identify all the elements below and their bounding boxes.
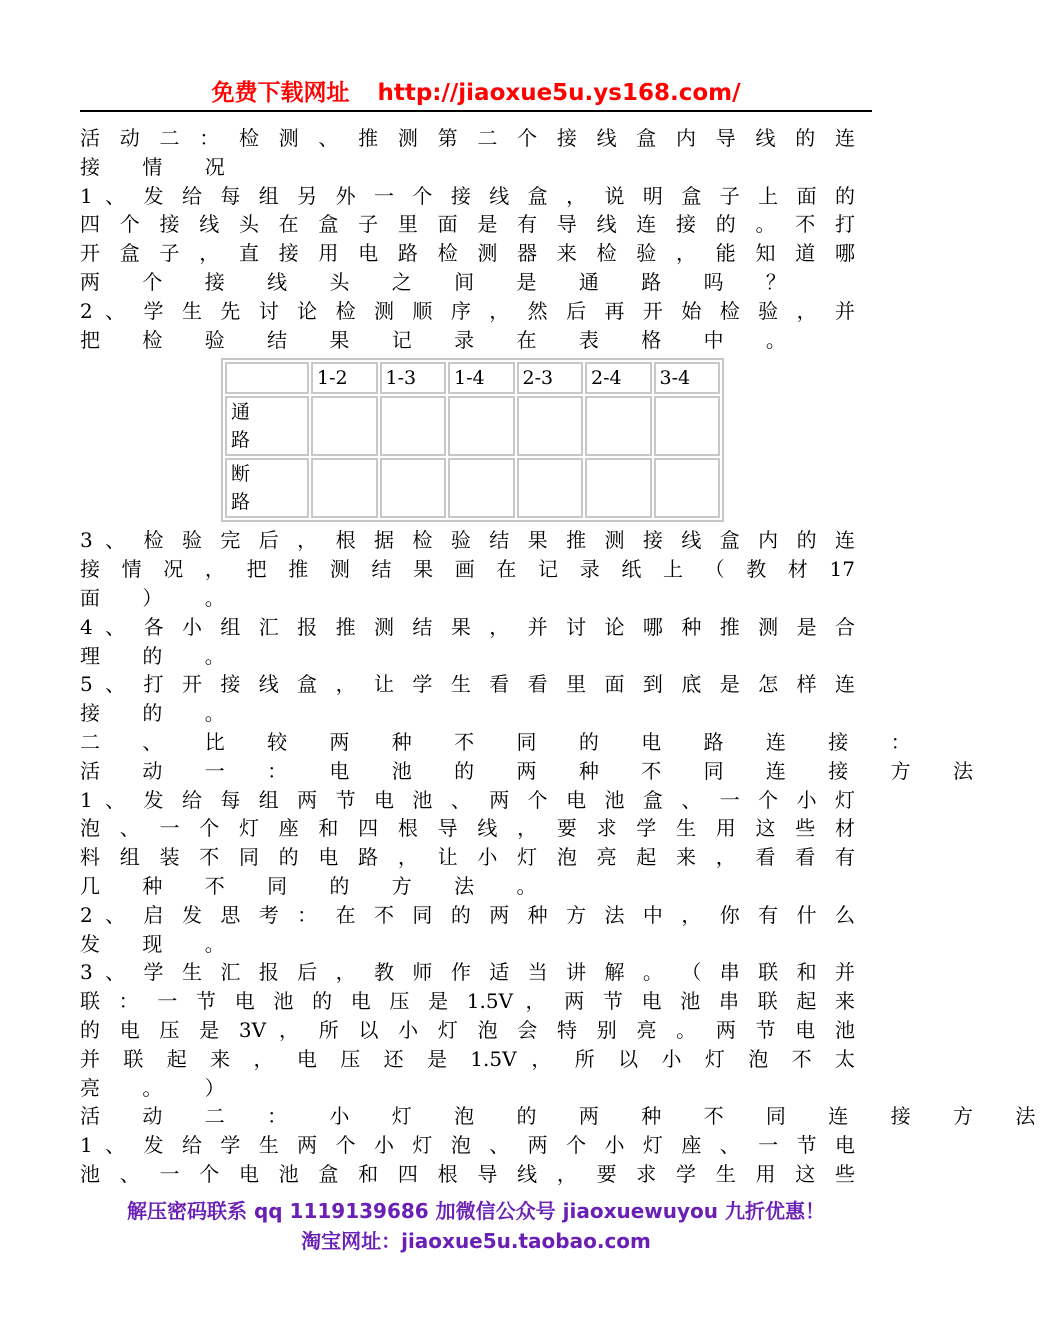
table-cell[interactable] xyxy=(517,458,584,518)
paragraphs-after-table xyxy=(80,526,1053,1188)
text-line: 开 盒 子 ， 直 接 用 电 路 检 测 器 来 检 验 ， 能 知 道 哪 xyxy=(80,241,855,266)
text-line: 3 、 学 生 汇 报 后 ， 教 师 作 适 当 讲 解 。 （ 串 联 和 并 xyxy=(80,960,855,985)
table-cell[interactable] xyxy=(654,396,721,456)
table-header-cell: 2-3 xyxy=(517,362,584,394)
text-line: 四 个 接 线 头 在 盒 子 里 面 是 有 导 线 连 接 的 。 不 打 xyxy=(80,212,855,237)
table-cell[interactable] xyxy=(448,396,515,456)
text-line: 1 、 发 给 每 组 两 节 电 池 、 两 个 电 池 盒 、 一 个 小 灯 xyxy=(80,787,855,812)
text-line: 并 联 起 来 ， 电 压 还 是 1.5V ， 所 以 小 灯 泡 不 太 xyxy=(80,1046,855,1071)
paragraphs-before-table xyxy=(80,124,855,354)
text-line: 泡 、 一 个 灯 座 和 四 根 导 线 ， 要 求 学 生 用 这 些 材 xyxy=(80,816,855,841)
table-row-label: 断 路 xyxy=(225,458,309,518)
table-row xyxy=(225,396,720,456)
table-cell[interactable] xyxy=(585,396,652,456)
text-line: 1 、 发 给 学 生 两 个 小 灯 泡 、 两 个 小 灯 座 、 一 节 电 xyxy=(80,1133,855,1158)
text-line: 二 、 比 较 两 种 不 同 的 电 路 连 接 ： xyxy=(80,729,929,754)
table-cell[interactable] xyxy=(654,458,721,518)
test-result-table-wrapper xyxy=(221,358,724,520)
footer-taobao-link[interactable]: 淘宝网址：jiaoxue5u.taobao.com xyxy=(301,1229,651,1253)
text-line: 1 、 发 给 每 组 另 外 一 个 接 线 盒 ， 说 明 盒 子 上 面 的 xyxy=(80,183,855,208)
text-line: 池 、 一 个 电 池 盒 和 四 根 导 线 ， 要 求 学 生 用 这 些 xyxy=(80,1161,855,1186)
text-line: 接 的 。 xyxy=(80,701,243,726)
text-line: 接 情 况 ， 把 推 测 结 果 画 在 记 录 纸 上 （ 教 材 17 xyxy=(80,557,855,582)
table-header-cell: 1-3 xyxy=(380,362,447,394)
table-cell[interactable] xyxy=(380,396,447,456)
table-cell[interactable] xyxy=(585,458,652,518)
document-body xyxy=(80,124,1053,1189)
text-line: 4 、 各 小 组 汇 报 推 测 结 果 ， 并 讨 论 哪 种 推 测 是 合 xyxy=(80,614,855,639)
text-line: 几 种 不 同 的 方 法 。 xyxy=(80,873,555,898)
text-line: 亮 。 ） xyxy=(80,1075,243,1100)
table-row xyxy=(225,458,720,518)
text-line: 面 ） 。 xyxy=(80,585,243,610)
table-header-cell: 1-4 xyxy=(448,362,515,394)
text-line: 2 、 启 发 思 考 ： 在 不 同 的 两 种 方 法 中 ， 你 有 什 么 xyxy=(80,902,855,927)
table-header-cell: 1-2 xyxy=(311,362,378,394)
table-header-row xyxy=(225,362,720,394)
text-line: 联 ： 一 节 电 池 的 电 压 是 1.5V ， 两 节 电 池 串 联 起 来 xyxy=(80,989,855,1014)
header-label: 免费下载网址 xyxy=(211,80,350,106)
table-header-cell: 2-4 xyxy=(585,362,652,394)
text-line: 活 动 一 ： 电 池 的 两 种 不 同 连 接 方 法 xyxy=(80,758,992,783)
text-line: 3 、 检 验 完 后 ， 根 据 检 验 结 果 推 测 接 线 盒 内 的 连 xyxy=(80,528,855,553)
table-row-label: 通 路 xyxy=(225,396,309,456)
text-line: 两 个 接 线 头 之 间 是 通 路 吗 ？ xyxy=(80,269,804,294)
text-line: 2 、 学 生 先 讨 论 检 测 顺 序 ， 然 后 再 开 始 检 验 ， 并 xyxy=(80,298,855,323)
table-cell[interactable] xyxy=(380,458,447,518)
text-line: 的 电 压 是 3V ， 所 以 小 灯 泡 会 特 别 亮 。 两 节 电 池 xyxy=(80,1017,855,1042)
footer-contact-line: 解压密码联系 qq 1119139686 加微信公众号 jiaoxuewuyou 九折优惠！ xyxy=(127,1199,825,1223)
text-line: 料 组 装 不 同 的 电 路 ， 让 小 灯 泡 亮 起 来 ， 看 看 有 xyxy=(80,845,855,870)
table-cell[interactable] xyxy=(311,396,378,456)
table-header-cell: 3-4 xyxy=(654,362,721,394)
header-url-link[interactable]: http://jiaoxue5u.ys168.com/ xyxy=(377,80,741,106)
text-line: 把 检 验 结 果 记 录 在 表 格 中 。 xyxy=(80,327,804,352)
page-header xyxy=(80,78,872,112)
text-line: 发 现 。 xyxy=(80,931,243,956)
text-line: 活 动 二 ： 检 测 、 推 测 第 二 个 接 线 盒 内 导 线 的 连 xyxy=(80,126,855,150)
table-header-cell xyxy=(225,362,309,394)
test-result-table xyxy=(221,358,724,522)
text-line: 接 情 况 xyxy=(80,154,243,179)
table-cell[interactable] xyxy=(311,458,378,518)
text-line: 活 动 二 ： 小 灯 泡 的 两 种 不 同 连 接 方 法 xyxy=(80,1104,1053,1129)
text-line: 5 、 打 开 接 线 盒 ， 让 学 生 看 看 里 面 到 底 是 怎 样 连 xyxy=(80,672,855,697)
text-line: 理 的 。 xyxy=(80,643,243,668)
table-cell[interactable] xyxy=(517,396,584,456)
page-footer xyxy=(80,1196,872,1256)
table-cell[interactable] xyxy=(448,458,515,518)
